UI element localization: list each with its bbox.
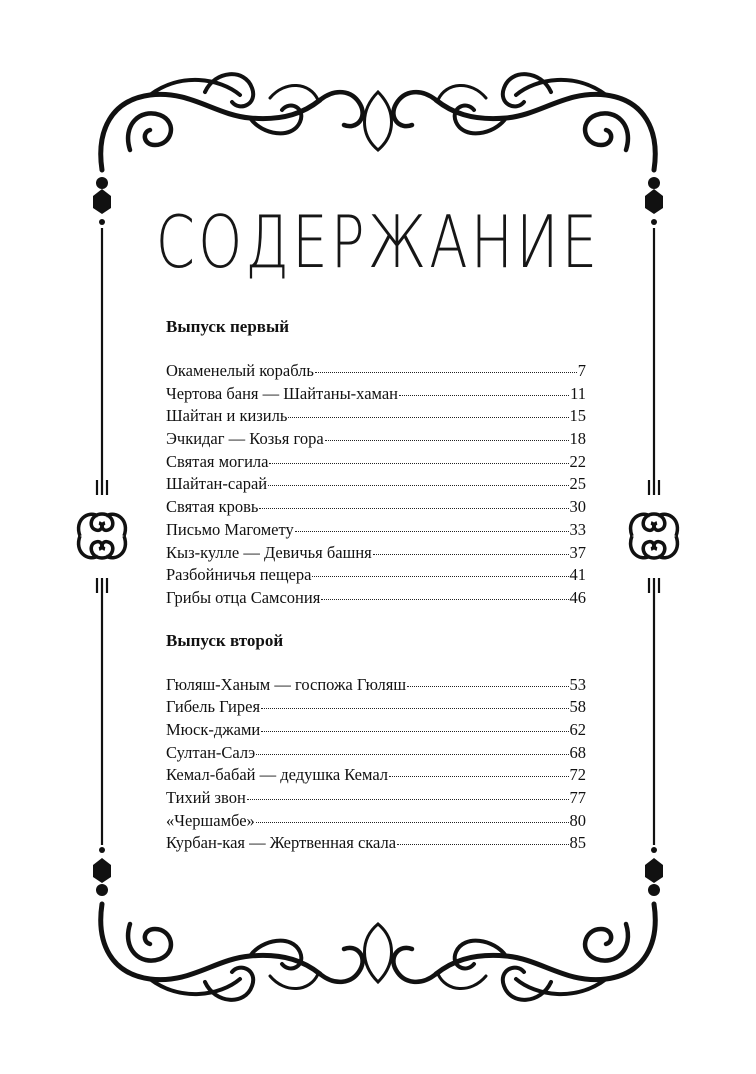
entry-title: Письмо Магомету [166, 519, 294, 539]
entry-page-number: 15 [569, 406, 586, 426]
dot-leader [256, 822, 569, 823]
toc-entries [166, 674, 586, 856]
entry-title: Шайтан и кизиль [166, 406, 288, 426]
entry-page-number: 22 [569, 451, 586, 471]
entry-title: Шайтан-сарай [166, 474, 268, 494]
toc-entry [166, 719, 586, 742]
entry-page-number: 68 [569, 742, 586, 762]
entry-page-number: 37 [569, 542, 586, 562]
entry-page-number: 18 [569, 429, 586, 449]
dot-leader [373, 554, 569, 555]
entry-title: Тихий звон [166, 788, 246, 807]
entry-title: «Чершамбе» [166, 810, 255, 830]
toc-entry [166, 564, 586, 587]
dot-leader [321, 599, 568, 600]
dot-leader [407, 686, 568, 687]
dot-leader [325, 440, 569, 441]
dot-leader [397, 844, 568, 845]
entry-page-number: 30 [569, 497, 586, 517]
dot-leader [269, 463, 568, 464]
entry-title: Курбан-кая — Жертвенная скала [166, 833, 397, 853]
entry-page-number: 33 [569, 519, 586, 539]
entry-title: Мюск-джами [166, 719, 261, 739]
toc-entry [166, 742, 586, 765]
toc-entry [166, 832, 586, 855]
entry-page-number: 46 [569, 587, 586, 607]
entry-page-number: 62 [569, 719, 586, 739]
toc-entry [166, 519, 586, 542]
toc-entry [166, 587, 586, 610]
dot-leader [288, 417, 568, 418]
entry-page-number: 72 [569, 765, 586, 785]
dot-leader [399, 395, 569, 396]
dot-leader [259, 508, 568, 509]
toc-entry [166, 405, 586, 428]
toc-section-second [166, 630, 586, 856]
toc-entry [166, 674, 586, 697]
entry-page-number: 41 [569, 565, 586, 585]
entry-title: Гибель Гирея [166, 697, 261, 717]
dot-leader [312, 576, 568, 577]
toc-entry [166, 360, 586, 383]
dot-leader [256, 754, 568, 755]
dot-leader [389, 776, 568, 777]
page-title: СОДЕРЖАНИЕ [155, 200, 601, 284]
entry-page-number: 7 [577, 361, 586, 380]
entry-page-number: 25 [569, 474, 586, 494]
section-heading: Выпуск первый [166, 317, 290, 336]
entry-title: Эчкидаг — Козья гора [166, 429, 324, 449]
entry-page-number: 77 [569, 788, 586, 807]
entry-page-number: 53 [569, 674, 586, 694]
entry-title: Султан-Салэ [166, 742, 256, 762]
entry-page-number: 80 [569, 810, 586, 830]
entry-title: Святая могила [166, 451, 269, 471]
dot-leader [315, 372, 577, 373]
entry-title: Святая кровь [166, 497, 259, 517]
section-heading: Выпуск второй [166, 630, 284, 650]
entry-title: Гюляш-Ханым — госпожа Гюляш [166, 674, 407, 694]
dot-leader [268, 485, 568, 486]
entry-title: Чертова баня — Шайтаны-хаман [166, 383, 399, 403]
toc-entry [166, 542, 586, 565]
dot-leader [261, 731, 568, 732]
entry-page-number: 58 [569, 697, 586, 717]
entry-title: Грибы отца Самсония [166, 587, 321, 607]
toc-entry [166, 383, 586, 406]
dot-leader [261, 708, 568, 709]
toc-entry [166, 451, 586, 474]
toc-section-first [166, 316, 586, 610]
entry-page-number: 11 [570, 383, 586, 403]
toc-entry [166, 496, 586, 519]
toc-entry [166, 787, 586, 810]
toc-entry [166, 473, 586, 496]
entry-title: Разбойничья пещера [166, 565, 312, 585]
toc-entry [166, 764, 586, 787]
dot-leader [247, 799, 569, 800]
entry-page-number: 85 [569, 833, 586, 853]
toc-entry [166, 696, 586, 719]
entry-title: Кыз-кулле — Девичья башня [166, 542, 372, 562]
dot-leader [295, 531, 569, 532]
entry-title: Окаменелый корабль [166, 361, 314, 380]
toc-entries [166, 360, 586, 610]
toc-entry [166, 810, 586, 833]
toc-entry [166, 428, 586, 451]
table-of-contents [166, 316, 586, 855]
entry-title: Кемал-бабай — дедушка Кемал [166, 765, 389, 785]
